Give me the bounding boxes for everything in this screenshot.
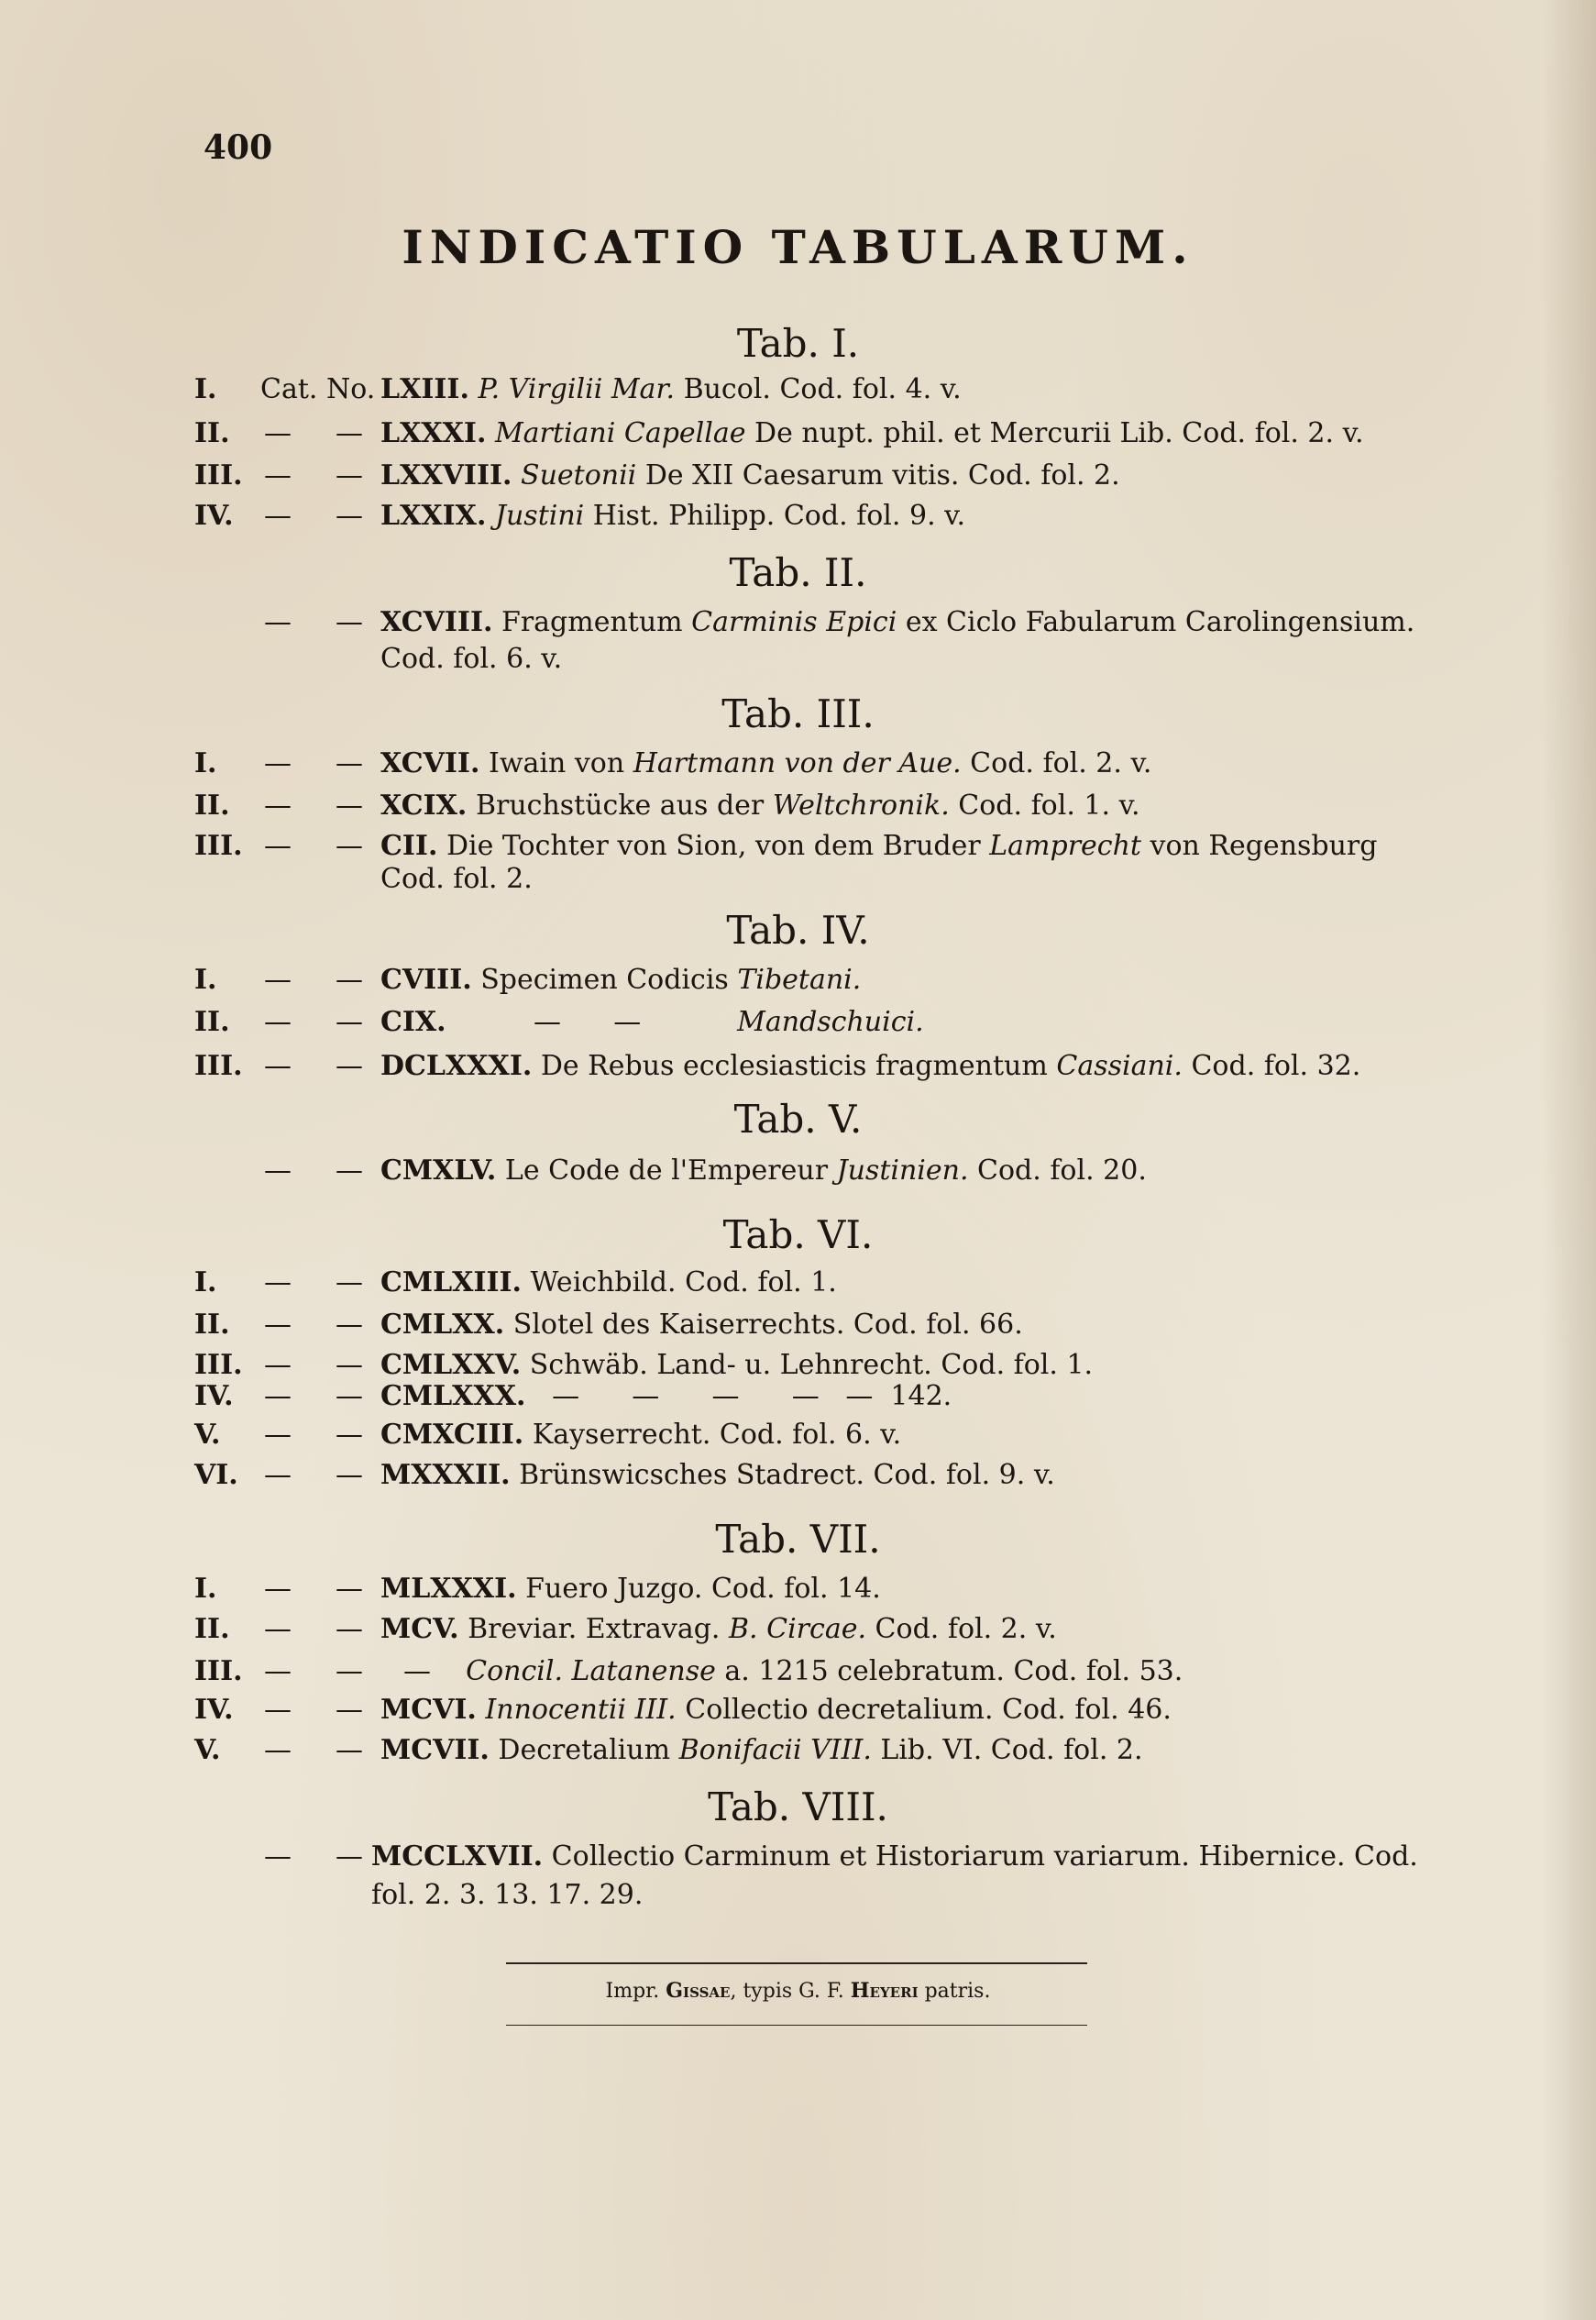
- catalog-code: CII.: [380, 830, 438, 862]
- ditto-dash: —: [264, 1349, 292, 1381]
- tab-heading-7: Tab. VII.: [715, 1517, 881, 1562]
- entry-number: II.: [194, 417, 230, 449]
- entry-text: Specimen Codicis: [480, 964, 738, 996]
- entry-text: Decretalium: [498, 1734, 679, 1766]
- ditto-dash: —: [264, 500, 292, 532]
- entry-number: I.: [194, 1573, 217, 1605]
- tab-heading-1: Tab. I.: [736, 321, 860, 366]
- ditto-dash: —: [336, 1734, 363, 1766]
- ditto-dash: —: [264, 1266, 292, 1298]
- catalog-code: CIX.: [380, 1006, 446, 1038]
- ditto-dash: —: [403, 1655, 431, 1687]
- page-title: INDICATIO TABULARUM.: [402, 220, 1194, 274]
- catalog-code: CMLXXX.: [380, 1380, 526, 1412]
- entry-text: Collectio Carminum et Historiarum variarum. Hibernice. Cod.: [551, 1840, 1418, 1873]
- ditto-dash: —: [336, 1266, 363, 1298]
- catalog-code: DCLXXXI.: [380, 1050, 533, 1082]
- entry-text: Brünswicsches Stadrect. Cod. fol. 9. v.: [519, 1459, 1055, 1491]
- imprint: [0, 1979, 1596, 2003]
- entry-author: P. Virgilii Mar.: [478, 373, 676, 405]
- entry-author: Hartmann von der Aue.: [633, 747, 962, 779]
- ditto-dash: —: [264, 830, 292, 862]
- ditto-dash: —: [264, 1006, 292, 1038]
- entry-text: fol. 2. 3. 13. 17. 29.: [371, 1879, 644, 1911]
- entry-text: Iwain von: [488, 747, 633, 779]
- entry-text: Kayserrecht. Cod. fol. 6. v.: [532, 1419, 902, 1451]
- entry-number: I.: [194, 747, 217, 779]
- divider-bottom: [506, 2025, 1087, 2026]
- catalog-code: MXXXII.: [380, 1459, 511, 1491]
- imprint-place: Gissae: [666, 1979, 731, 2003]
- ditto-dash: —: [264, 1655, 292, 1687]
- entry-number: III.: [194, 830, 243, 862]
- imprint-printer: Heyeri: [850, 1979, 919, 2003]
- entry-text: Cod. fol. 6. v.: [380, 643, 563, 675]
- entry-number: V.: [194, 1419, 221, 1451]
- entry-number: I.: [194, 1266, 217, 1298]
- entry-number: I.: [194, 373, 217, 405]
- tab-heading-8: Tab. VIII.: [708, 1784, 888, 1829]
- ditto-dash: —: [336, 790, 363, 822]
- entry-text: De XII Caesarum vitis. Cod. fol. 2.: [636, 459, 1120, 492]
- ditto-dash: —: [336, 747, 363, 779]
- entry-number: II.: [194, 1006, 230, 1038]
- imprint-prefix: Impr.: [605, 1980, 660, 2003]
- tab-heading-2: Tab. II.: [729, 550, 867, 595]
- entry-text: De nupt. phil. et Mercurii Lib. Cod. fol. 2. v.: [745, 417, 1364, 449]
- ditto-dash: —: [336, 1459, 363, 1491]
- catalog-code: LXXVIII.: [380, 459, 512, 492]
- entry-text: Cod. fol. 20.: [968, 1154, 1147, 1187]
- ditto-dash: —: [336, 1694, 363, 1726]
- entry-text: a. 1215 celebratum. Cod. fol. 53.: [715, 1655, 1183, 1687]
- ditto-dash: —: [264, 1380, 292, 1412]
- entry-text: Schwäb. Land- u. Lehnrecht. Cod. fol. 1.: [529, 1349, 1094, 1381]
- ditto-dash: —: [336, 1655, 363, 1687]
- tab-heading-3: Tab. III.: [721, 691, 875, 736]
- entry-title: Justinien.: [836, 1154, 969, 1187]
- catalog-code: MCVII.: [380, 1734, 490, 1766]
- page-number: 400: [204, 128, 273, 167]
- ditto-dash: —: [336, 1309, 363, 1341]
- entry-text: Cod. fol. 2. v.: [961, 747, 1152, 779]
- catalog-code: XCVII.: [380, 747, 480, 779]
- entry-text: von Regensburg: [1140, 830, 1378, 862]
- entry-text: Le Code de l'Empereur: [504, 1154, 837, 1187]
- entry-number: IV.: [194, 1380, 234, 1412]
- catalog-number-label: Cat. No.: [260, 373, 376, 405]
- entry-author: Lamprecht: [989, 830, 1141, 862]
- entry-text: Bruchstücke aus der: [475, 790, 773, 822]
- catalog-code: CVIII.: [380, 964, 472, 996]
- ditto-dash: —: [264, 747, 292, 779]
- catalog-code: XCIX.: [380, 790, 468, 822]
- imprint-suffix: patris.: [918, 1980, 991, 2003]
- catalog-code: CMLXXV.: [380, 1349, 522, 1381]
- entry-text: ex Ciclo Fabularum Carolingensium.: [897, 606, 1415, 638]
- ditto-dash: —: [264, 1613, 292, 1645]
- entry-number: II.: [194, 790, 230, 822]
- ditto-dash: —: [264, 1154, 292, 1187]
- catalog-code: MCVI.: [380, 1694, 477, 1726]
- ditto-dash: —: [264, 1459, 292, 1491]
- entry-author: Innocentii III.: [485, 1694, 677, 1726]
- catalog-code: LXXXI.: [380, 417, 487, 449]
- ditto-marks: — —: [534, 1006, 694, 1038]
- ditto-dash: —: [336, 1573, 363, 1605]
- entry-title: Concil. Latanense: [466, 1655, 716, 1687]
- ditto-dash: —: [336, 1419, 363, 1451]
- ditto-dash: —: [336, 606, 363, 638]
- entry-text: Cod. fol. 1. v.: [949, 790, 1140, 822]
- entry-text: Hist. Philipp. Cod. fol. 9. v.: [584, 500, 966, 532]
- ditto-marks: — — — — — 142.: [552, 1380, 952, 1412]
- imprint-middle: , typis G. F.: [730, 1980, 844, 2003]
- entry-text: Cod. fol. 32.: [1182, 1050, 1361, 1082]
- entry-number: I.: [194, 964, 217, 996]
- entry-number: IV.: [194, 1694, 234, 1726]
- ditto-dash: —: [336, 1380, 363, 1412]
- catalog-code: CMXLV.: [380, 1154, 497, 1187]
- catalog-code: MLXXXI.: [380, 1573, 517, 1605]
- entry-number: VI.: [194, 1459, 238, 1491]
- entry-text: Collectio decretalium. Cod. fol. 46.: [676, 1694, 1172, 1726]
- ditto-dash: —: [336, 1349, 363, 1381]
- ditto-dash: —: [264, 417, 292, 449]
- ditto-dash: —: [264, 459, 292, 492]
- catalog-code: CMXCIII.: [380, 1419, 524, 1451]
- catalog-code: LXIII.: [380, 373, 469, 405]
- ditto-dash: —: [264, 1573, 292, 1605]
- entry-text: Cod. fol. 2. v.: [866, 1613, 1057, 1645]
- ditto-dash: —: [336, 1154, 363, 1187]
- catalog-code: LXXIX.: [380, 500, 487, 532]
- entry-number: IV.: [194, 500, 234, 532]
- ditto-dash: —: [336, 830, 363, 862]
- ditto-dash: —: [336, 500, 363, 532]
- entry-number: III.: [194, 1349, 243, 1381]
- entry-text: Cod. fol. 2.: [380, 863, 533, 895]
- ditto-dash: —: [264, 790, 292, 822]
- ditto-dash: —: [264, 1419, 292, 1451]
- entry-author: Bonifacii VIII.: [678, 1734, 872, 1766]
- entry-text: Lib. VI. Cod. fol. 2.: [871, 1734, 1143, 1766]
- tab-heading-5: Tab. V.: [733, 1097, 863, 1142]
- entry-text: Fuero Juzgo. Cod. fol. 14.: [525, 1573, 881, 1605]
- entry-author: Suetonii: [521, 459, 637, 492]
- entry-title: Carminis Epici: [691, 606, 897, 638]
- ditto-dash: —: [336, 1050, 363, 1082]
- ditto-dash: —: [336, 964, 363, 996]
- entry-text: Bucol. Cod. fol. 4. v.: [675, 373, 962, 405]
- ditto-dash: —: [264, 1694, 292, 1726]
- entry-title: Tibetani.: [737, 964, 862, 996]
- ditto-dash: —: [336, 1840, 363, 1873]
- entry-author: Justini: [494, 500, 585, 532]
- entry-text: De Rebus ecclesiasticis fragmentum: [540, 1050, 1057, 1082]
- divider-top: [506, 1962, 1087, 1964]
- entry-title: Weltchronik.: [772, 790, 950, 822]
- ditto-dash: —: [264, 1734, 292, 1766]
- tab-heading-6: Tab. VI.: [722, 1212, 874, 1257]
- ditto-dash: —: [264, 606, 292, 638]
- ditto-dash: —: [336, 459, 363, 492]
- entry-number: III.: [194, 1655, 243, 1687]
- ditto-dash: —: [264, 1840, 292, 1873]
- entry-number: II.: [194, 1613, 230, 1645]
- entry-author: Cassiani.: [1056, 1050, 1183, 1082]
- entry-number: II.: [194, 1309, 230, 1341]
- entry-text: Fragmentum: [501, 606, 692, 638]
- catalog-code: MCCLXVII.: [371, 1840, 544, 1873]
- entry-text: Slotel des Kaiserrechts. Cod. fol. 66.: [512, 1309, 1023, 1341]
- entry-number: III.: [194, 459, 243, 492]
- catalog-code: CMLXX.: [380, 1309, 505, 1341]
- entry-text: Weichbild. Cod. fol. 1.: [530, 1266, 837, 1298]
- ditto-dash: —: [264, 1050, 292, 1082]
- ditto-dash: —: [336, 1006, 363, 1038]
- entry-author: B. Circae.: [729, 1613, 867, 1645]
- tab-heading-4: Tab. IV.: [726, 908, 870, 953]
- entry-number: V.: [194, 1734, 221, 1766]
- ditto-dash: —: [264, 964, 292, 996]
- catalog-code: MCV.: [380, 1613, 459, 1645]
- ditto-dash: —: [264, 1309, 292, 1341]
- catalog-code: CMLXIII.: [380, 1266, 522, 1298]
- entry-text: Breviar. Extravag.: [468, 1613, 730, 1645]
- entry-text: Die Tochter von Sion, von dem Bruder: [446, 830, 990, 862]
- catalog-code: XCVIII.: [380, 606, 493, 638]
- ditto-dash: —: [336, 1613, 363, 1645]
- entry-title: Mandschuici.: [737, 1006, 924, 1038]
- entry-author: Martiani Capellae: [494, 417, 746, 449]
- ditto-dash: —: [336, 417, 363, 449]
- entry-number: III.: [194, 1050, 243, 1082]
